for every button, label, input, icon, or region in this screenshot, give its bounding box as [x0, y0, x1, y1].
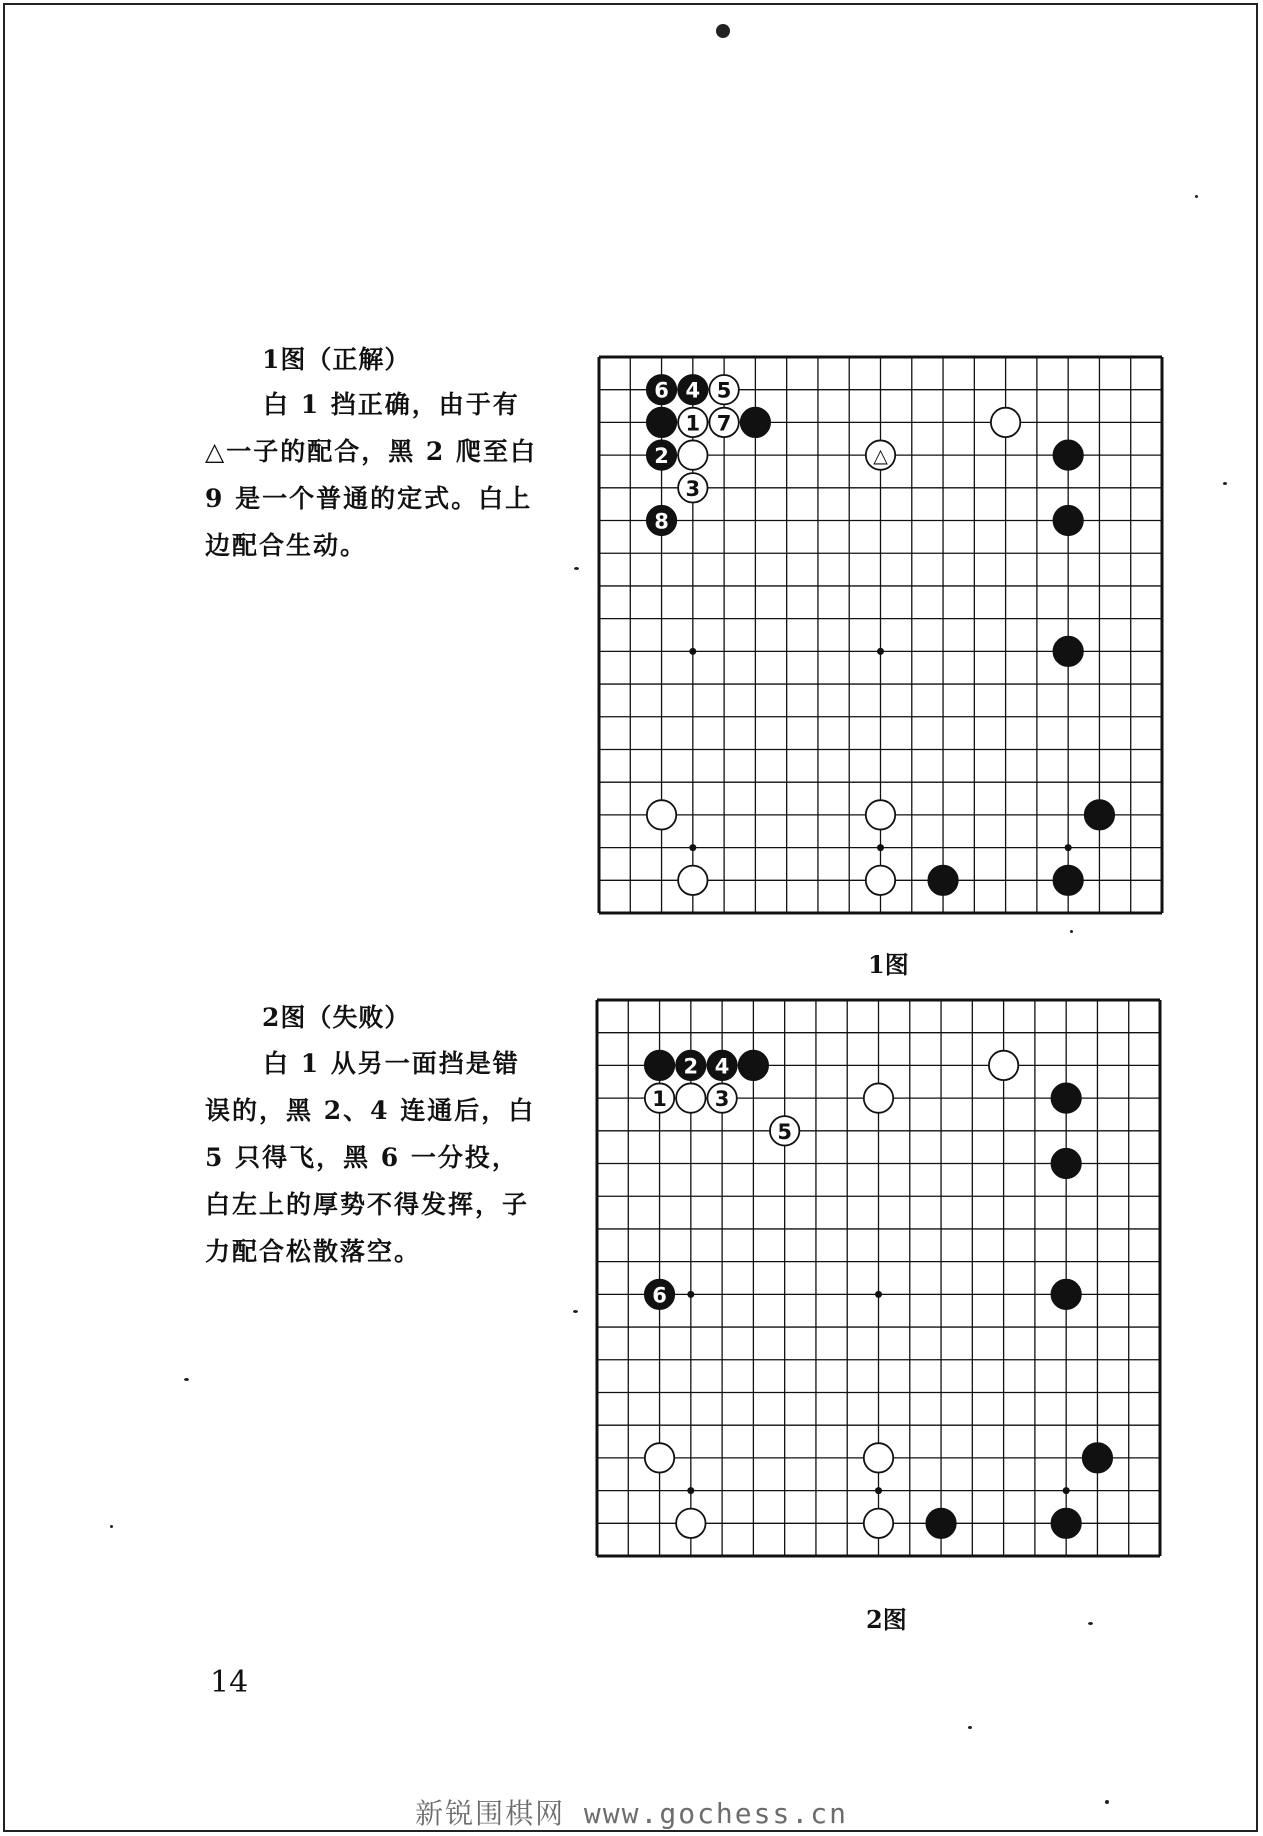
scan-speck	[1223, 482, 1227, 485]
watermark: 新锐围棋网 www.gochess.cn	[415, 1797, 848, 1830]
white-stone	[645, 1443, 674, 1472]
white-stone	[864, 1509, 893, 1538]
scan-speck	[184, 1378, 189, 1381]
black-stone	[1051, 1280, 1080, 1309]
star-point	[687, 1291, 694, 1298]
black-stone	[1083, 1443, 1112, 1472]
white-stone	[866, 866, 895, 895]
black-stone	[928, 866, 957, 895]
star-point	[877, 844, 884, 851]
move-number-label: 7	[716, 411, 732, 436]
figure1-body: 白 1 挡正确，由于有△一子的配合，黑 2 爬至白 9 是一个普通的定式。白上边配合生动。	[205, 390, 538, 560]
scan-speck	[1105, 1800, 1109, 1804]
move-number-label: 3	[685, 476, 701, 501]
scan-speck	[574, 567, 579, 570]
move-number-label: △	[873, 445, 888, 468]
black-stone	[1053, 637, 1082, 666]
star-point	[1063, 1487, 1070, 1494]
star-point	[1065, 844, 1072, 851]
star-point	[689, 844, 696, 851]
black-stone	[647, 408, 676, 437]
white-stone	[678, 440, 707, 469]
black-stone	[1053, 506, 1082, 535]
scan-speck	[1070, 930, 1073, 933]
white-stone	[676, 1509, 705, 1538]
black-stone	[926, 1509, 955, 1538]
figure2-caption: 2图	[866, 1605, 907, 1634]
figure1-title: 1图（正解）	[262, 345, 411, 374]
figure1-caption: 1图	[868, 950, 909, 979]
scan-speck	[968, 1726, 972, 1729]
white-stone	[678, 866, 707, 895]
move-number-label: 6	[654, 378, 669, 403]
white-stone	[864, 1083, 893, 1112]
move-number-label: 5	[716, 378, 732, 403]
black-stone	[739, 1051, 768, 1080]
go-board-figure2	[597, 1000, 1160, 1556]
scan-speck	[1088, 1622, 1093, 1625]
star-point	[875, 1291, 882, 1298]
page-number: 14	[210, 1665, 249, 1700]
scan-speck	[110, 1525, 113, 1528]
white-stone	[866, 800, 895, 829]
move-number-label: 3	[714, 1087, 730, 1112]
black-stone	[1085, 800, 1114, 829]
star-point	[687, 1487, 694, 1494]
black-stone	[1053, 866, 1082, 895]
move-number-label: 1	[685, 411, 701, 436]
white-stone	[647, 800, 676, 829]
move-number-label: 4	[714, 1054, 730, 1079]
scan-speck	[716, 24, 730, 38]
white-stone	[676, 1083, 705, 1112]
white-stone	[864, 1443, 893, 1472]
black-stone	[645, 1051, 674, 1080]
scan-speck	[573, 1310, 578, 1313]
move-number-label: 2	[683, 1054, 699, 1079]
move-number-label: 1	[652, 1087, 667, 1112]
black-stone	[741, 408, 770, 437]
star-point	[689, 648, 696, 655]
go-board-figure1	[599, 357, 1162, 913]
figure2-body: 白 1 从另一面挡是错误的，黑 2、4 连通后，白 5 只得飞，黑 6 一分投，白左上的厚势不得发挥，子力配合松散落空。	[205, 1049, 536, 1266]
move-number-label: 2	[654, 444, 669, 469]
black-stone	[1051, 1083, 1080, 1112]
black-stone	[1051, 1149, 1080, 1178]
white-stone	[991, 408, 1020, 437]
figure2-title: 2图（失败）	[262, 1003, 411, 1032]
move-number-label: 8	[654, 509, 669, 534]
white-stone	[989, 1051, 1018, 1080]
star-point	[875, 1487, 882, 1494]
move-number-label: 5	[777, 1119, 792, 1144]
star-point	[877, 648, 884, 655]
move-number-label: 6	[652, 1283, 667, 1308]
black-stone	[1053, 440, 1082, 469]
scan-speck	[1195, 195, 1198, 198]
black-stone	[1051, 1509, 1080, 1538]
page-frame	[3, 3, 1258, 1832]
move-number-label: 4	[685, 378, 701, 403]
